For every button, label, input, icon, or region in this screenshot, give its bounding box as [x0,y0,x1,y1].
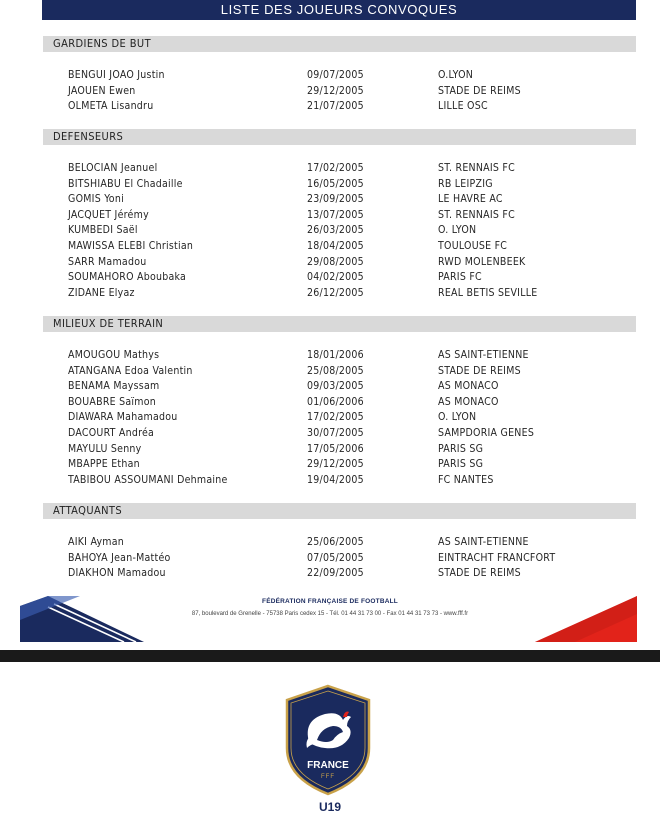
player-birthdate: 19/04/2005 [307,473,364,486]
player-birthdate: 18/01/2006 [307,349,364,361]
footer-address: 87, boulevard de Grenelle - 75738 Paris cedex 15 - Tél. 01 44 31 73 00 - Fax 01 44 31 73 73 - www.fff.fr [191,611,469,617]
player-club: O. LYON [438,411,477,424]
player-name: MBAPPE Ethan [68,458,140,471]
player-club: TOULOUSE FC [438,240,508,252]
player-club: ST. RENNAIS FC [438,162,515,174]
player-row [0,551,660,566]
player-club: FC NANTES [438,473,494,486]
player-name: MAWISSA ELEBI Christian [68,240,194,252]
player-club: PARIS SG [438,442,484,455]
player-birthdate: 29/12/2005 [307,84,364,97]
player-birthdate: 04/02/2005 [307,271,364,284]
player-club: SAMPDORIA GENES [438,427,535,439]
player-club: LE HAVRE AC [438,193,503,206]
player-row [0,239,660,254]
player-birthdate: 13/07/2005 [307,208,364,221]
section-heading: DEFENSEURS [43,129,636,145]
player-club: AS MONACO [438,380,499,393]
player-birthdate: 21/07/2005 [307,100,364,113]
player-name: AMOUGOU Mathys [68,349,160,361]
player-birthdate: 29/08/2005 [307,255,364,268]
footer-organization: FÉDÉRATION FRANÇAISE DE FOOTBALL [262,598,398,605]
player-birthdate: 25/06/2005 [307,536,364,548]
player-birthdate: 18/04/2005 [307,240,364,252]
player-club: AS MONACO [438,395,499,408]
player-birthdate: 23/09/2005 [307,193,364,206]
player-club: STADE DE REIMS [438,364,521,377]
player-birthdate: 17/05/2006 [307,442,364,455]
player-name: SARR Mamadou [68,255,147,268]
player-birthdate: 29/12/2005 [307,458,364,471]
fff-crest-logo [281,684,375,796]
player-row [0,535,660,550]
player-row [0,566,660,581]
player-row [0,68,660,83]
player-name: DIAWARA Mahamadou [68,411,178,424]
player-birthdate: 17/02/2005 [307,411,364,424]
section-heading: GARDIENS DE BUT [43,36,636,52]
player-name: DIAKHON Mamadou [68,567,166,580]
player-name: GOMIS Yoni [68,193,124,206]
player-club: RB LEIPZIG [438,177,493,190]
player-row [0,208,660,223]
player-row [0,177,660,192]
section-heading: ATTAQUANTS [43,503,636,519]
player-club: STADE DE REIMS [438,84,521,97]
player-club: EINTRACHT FRANCFORT [438,551,556,564]
player-row [0,255,660,270]
player-club: O.LYON [438,69,474,81]
player-club: ST. RENNAIS FC [438,208,515,221]
player-row [0,99,660,114]
player-name: MAYULU Senny [68,442,142,455]
player-club: PARIS SG [438,458,484,471]
player-name: ZIDANE Elyaz [68,286,135,299]
player-name: BENGUI JOAO Justin [68,69,165,81]
player-birthdate: 25/08/2005 [307,364,364,377]
crest-subtext: FFF [321,774,335,780]
player-club: AS SAINT-ETIENNE [438,349,529,361]
section-heading: MILIEUX DE TERRAIN [43,316,636,332]
player-row [0,410,660,425]
player-name: BAHOYA Jean-Mattéo [68,551,171,564]
player-birthdate: 07/05/2005 [307,551,364,564]
player-birthdate: 16/05/2005 [307,177,364,190]
player-birthdate: 22/09/2005 [307,567,364,580]
crest-text: FRANCE [307,760,349,771]
player-row [0,426,660,441]
player-birthdate: 30/07/2005 [307,427,364,439]
player-name: DACOURT Andréa [68,427,155,439]
player-name: BELOCIAN Jeanuel [68,162,158,174]
player-row [0,442,660,457]
player-club: RWD MOLENBEEK [438,255,526,268]
player-birthdate: 26/03/2005 [307,224,364,237]
player-birthdate: 09/03/2005 [307,380,364,393]
player-name: JACQUET Jérémy [68,208,149,221]
page-title: LISTE DES JOUEURS CONVOQUES [42,0,636,20]
player-row [0,286,660,301]
player-club: PARIS FC [438,271,482,284]
player-name: BENAMA Mayssam [68,380,160,393]
player-name: SOUMAHORO Aboubaka [68,271,187,284]
player-row [0,379,660,394]
team-label: U19 [318,800,341,814]
player-club: AS SAINT-ETIENNE [438,536,529,548]
player-club: REAL BETIS SEVILLE [438,286,538,299]
player-birthdate: 26/12/2005 [307,286,364,299]
player-row [0,364,660,379]
player-row [0,84,660,99]
player-row [0,457,660,472]
player-name: JAOUEN Ewen [68,84,136,97]
player-row [0,192,660,207]
page-divider [0,650,660,662]
player-name: BITSHIABU El Chadaille [68,177,183,190]
player-row [0,270,660,285]
player-club: STADE DE REIMS [438,567,521,580]
player-club: LILLE OSC [438,100,488,113]
player-row [0,395,660,410]
player-name: TABIBOU ASSOUMANI Dehmaine [68,473,228,486]
player-name: OLMETA Lisandru [68,100,154,113]
player-name: BOUABRE Saïmon [68,395,156,408]
player-birthdate: 17/02/2005 [307,162,364,174]
player-club: O. LYON [438,224,477,237]
player-row [0,161,660,176]
player-name: AIKI Ayman [68,536,125,548]
player-birthdate: 09/07/2005 [307,69,364,81]
player-row [0,223,660,238]
player-name: KUMBEDI Saël [68,224,138,237]
player-row [0,348,660,363]
player-birthdate: 01/06/2006 [307,395,364,408]
player-name: ATANGANA Edoa Valentin [68,364,193,377]
player-row [0,473,660,488]
